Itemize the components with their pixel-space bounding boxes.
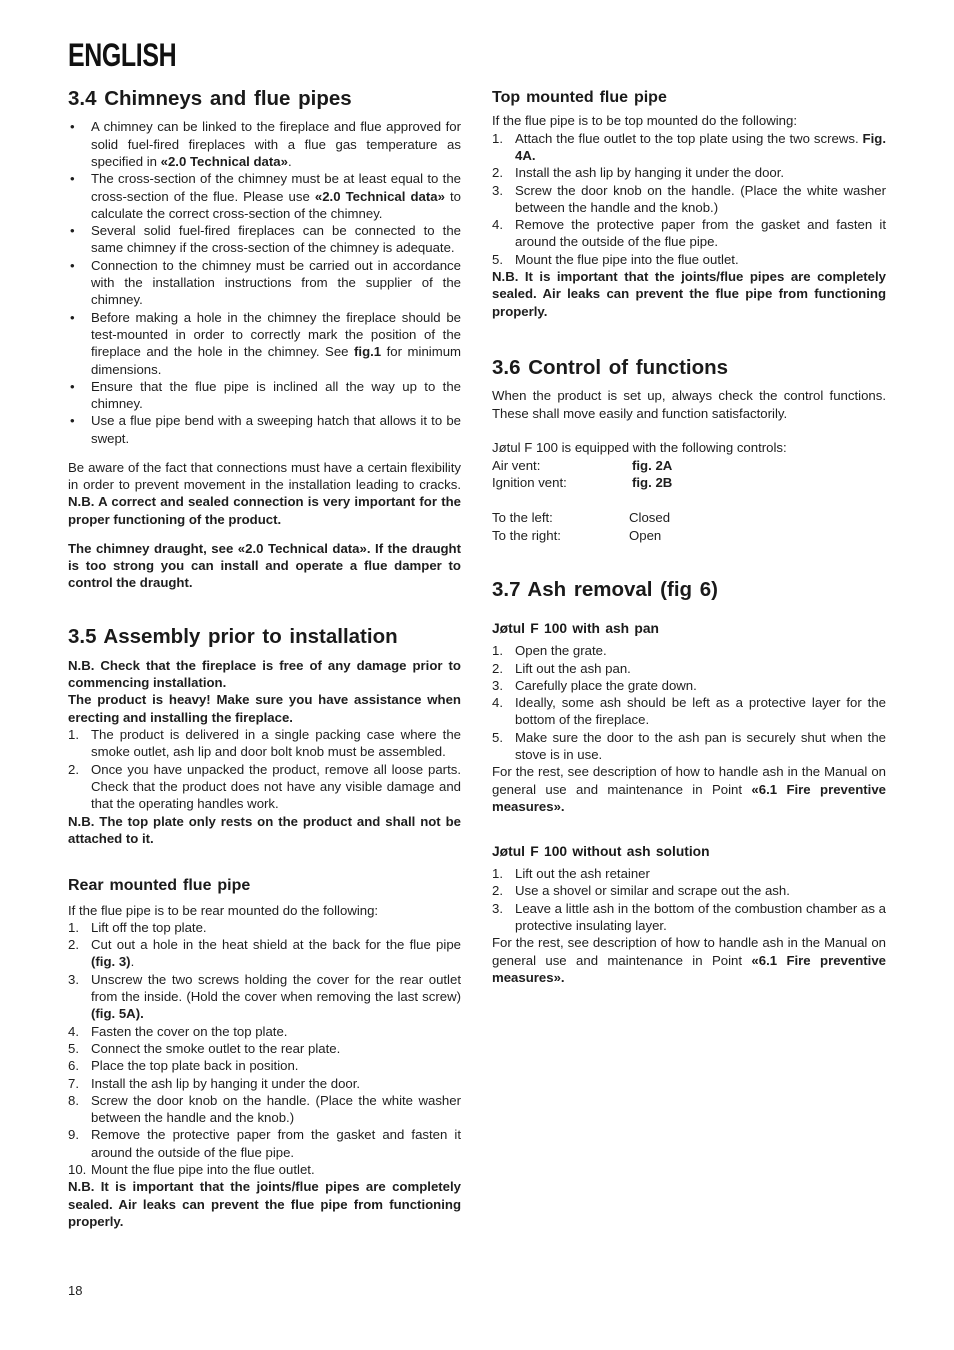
step-item: [492, 660, 886, 677]
rear-seal-note: N.B. It is important that the joints/flue pipes are completely sealed. Air leaks can prevent the flue pipe from functioning properly.: [68, 1179, 461, 1229]
control-row: [492, 457, 886, 474]
text-run: A chimney can be linked to the fireplace and flue approved for solid fuel-fired fireplaces with a flue gas temperature as specified in: [91, 119, 461, 169]
step-item: [68, 919, 461, 936]
step-text: Carefully place the grate down.: [515, 677, 697, 693]
step-item: [492, 882, 886, 899]
text-run: For the rest, see description of how to handle ash in the Manual on general use and maintenance in Point: [492, 935, 886, 968]
list-item-text: [91, 118, 461, 170]
step-item: [68, 936, 461, 971]
list-item-text: Ensure that the flue pipe is inclined all the way up to the chimney.: [91, 378, 461, 412]
with-ash-pan-title: Jøtul F 100 with ash pan: [492, 620, 659, 636]
bold-reference: fig.1: [354, 344, 382, 360]
step-text: [91, 971, 461, 1023]
step-item: [492, 694, 886, 729]
step-item: [492, 251, 886, 268]
step-text: Screw the door knob on the handle. (Place the white washer between the handle and the knob.): [515, 182, 886, 215]
step-item: [492, 164, 886, 181]
step-number: 3.: [492, 900, 503, 916]
text-run: Before making a hole in the chimney the fireplace should be test-mounted in order to correctly mark the position of the fireplace and the hole in the chimney. See: [91, 309, 461, 360]
text-run: Unscrew the two screws holding the cover for the rear outlet from the inside. (Hold the cover when removing the last screw): [91, 971, 461, 1005]
step-item: [492, 216, 886, 251]
bullet-marker: [68, 378, 91, 413]
top-mounted-steps: [492, 130, 886, 268]
step-number: 3.: [68, 971, 79, 987]
step-text: Fasten the cover on the top plate.: [91, 1023, 288, 1039]
left-column: [68, 87, 461, 1230]
step-number: 5.: [492, 729, 503, 745]
step-number: 3.: [492, 182, 503, 198]
bullet-marker: [68, 118, 91, 170]
step-number: 1.: [492, 130, 503, 146]
bold-figure-ref: Fig. 4A.: [515, 130, 886, 163]
step-item: [492, 130, 886, 165]
directions-table: [492, 509, 886, 544]
text-run: to calculate the correct cross-section of the chimney.: [91, 188, 461, 221]
step-number: 2.: [492, 660, 503, 676]
step-text: Remove the protective paper from the gasket and fasten it around the outside of the flue pipe.: [91, 1127, 461, 1160]
bullet-marker: [68, 222, 91, 257]
bold-reference: «6.1 Fire preventive measures».: [492, 781, 886, 814]
control-figure-ref: fig. 2A: [632, 457, 673, 473]
top-mounted-intro: If the flue pipe is to be top mounted do the following:: [492, 113, 797, 129]
step-item: [492, 642, 886, 659]
step-number: 1.: [492, 643, 503, 659]
list-item-text: [91, 170, 461, 222]
page-number: 18: [68, 1283, 83, 1298]
without-ash-pan-reference: [492, 934, 886, 986]
step-item: [68, 761, 461, 813]
step-text: Lift off the top plate.: [91, 919, 207, 935]
text-run: For the rest, see description of how to handle ash in the Manual on general use and maintenance in Point: [492, 764, 886, 797]
without-ash-pan-title: Jøtul F 100 without ash solution: [492, 843, 710, 859]
bold-reference: «2.0 Technical data»: [314, 188, 445, 204]
step-number: 8.: [68, 1092, 79, 1108]
step-number: 5.: [492, 251, 503, 267]
text-run: Be aware of the fact that connections must have a certain flexibility in order to prevent movement in the installation leading to cracks.: [68, 459, 461, 493]
step-item: [68, 726, 461, 761]
step-text: Mount the flue pipe into the flue outlet.: [91, 1161, 315, 1177]
direction-row: [492, 527, 886, 544]
step-number: 4.: [492, 695, 503, 711]
bold-reference: «2.0 Technical data»: [160, 153, 288, 169]
step-text: [515, 130, 886, 165]
step-text: The product is delivered in a single packing case where the smoke outlet, ash lip and door bolt knob must be assembled.: [91, 727, 461, 760]
step-number: 1.: [68, 919, 79, 935]
list-item: [68, 412, 461, 447]
list-item: [68, 257, 461, 309]
step-number: 7.: [68, 1075, 79, 1091]
without-ash-pan-steps: [492, 865, 886, 934]
direction-row: [492, 509, 886, 526]
bold-reference: «6.1 Fire preventive measures».: [492, 952, 886, 985]
list-item: [68, 170, 461, 222]
step-item: [68, 1092, 461, 1127]
step-number: 1.: [492, 866, 503, 882]
bullet-marker: [68, 170, 91, 222]
step-text: Once you have unpacked the product, remove all loose parts. Check that the product does not have any visible damage and that the operating handles work.: [91, 761, 461, 812]
text-run: for minimum dimensions.: [91, 344, 462, 377]
section-3-6-title: 3.6 Control of functions: [492, 355, 729, 379]
step-number: 2.: [68, 761, 79, 777]
step-item: [492, 182, 886, 217]
chimney-requirements-list: [68, 118, 461, 447]
text-run: .: [130, 954, 135, 970]
bold-figure-ref: (fig. 5A).: [91, 1006, 144, 1022]
control-label: Ignition vent:: [492, 474, 567, 490]
list-item: [68, 309, 461, 378]
list-item: [68, 118, 461, 170]
top-plate-note: N.B. The top plate only rests on the product and shall not be attached to it.: [68, 813, 461, 846]
step-number: 2.: [492, 883, 503, 899]
step-item: [68, 1126, 461, 1161]
flexibility-paragraph: [68, 459, 461, 528]
controls-intro: Jøtul F 100 is equipped with the following controls:: [492, 440, 787, 456]
language-heading: ENGLISH: [68, 37, 177, 73]
damage-note: N.B. Check that the fireplace is free of any damage prior to commencing installation.: [68, 657, 461, 691]
text-run: Cut out a hole in the heat shield at the back for the flue pipe: [91, 937, 461, 953]
rear-mounted-steps: [68, 919, 461, 1178]
step-number: 9.: [68, 1127, 79, 1143]
step-item: [492, 729, 886, 764]
step-number: 1.: [68, 727, 79, 743]
list-item-text: Use a flue pipe bend with a sweeping hatch that allows it to be swept.: [91, 413, 461, 446]
step-text: Mount the flue pipe into the flue outlet.: [515, 251, 739, 267]
step-item: [68, 1075, 461, 1092]
step-number: 2.: [68, 937, 79, 953]
step-item: [492, 677, 886, 694]
list-item-text: [91, 309, 461, 378]
step-text: Ideally, some ash should be left as a protective layer for the bottom of the fireplace.: [515, 695, 886, 728]
step-item: [68, 971, 461, 1023]
controls-table: [492, 457, 886, 492]
step-number: 10.: [68, 1161, 87, 1177]
text-run: The cross-section of the chimney must be at least equal to the cross-section of the flue. Please use: [91, 171, 461, 204]
assembly-steps: [68, 726, 461, 812]
right-column: [492, 88, 886, 986]
list-item: [68, 222, 461, 257]
step-number: 4.: [68, 1023, 79, 1039]
list-item-text: Connection to the chimney must be carried out in accordance with the installation instructions from the supplier of the chimney.: [91, 257, 461, 308]
bullet-marker: [68, 257, 91, 309]
direction-state: Closed: [629, 510, 671, 526]
section-3-7-title: 3.7 Ash removal (fig 6): [492, 577, 718, 601]
step-text: Lift out the ash retainer: [515, 866, 650, 882]
control-figure-ref: fig. 2B: [632, 474, 673, 490]
control-label: Air vent:: [492, 457, 541, 473]
step-number: 3.: [492, 677, 503, 693]
step-text: Lift out the ash pan.: [515, 660, 631, 676]
step-item: [492, 900, 886, 935]
heavy-note: The product is heavy! Make sure you have assistance when erecting and installing the fireplace.: [68, 692, 461, 725]
draught-note: The chimney draught, see «2.0 Technical data». If the draught is too strong you can install and operate a flue damper to control the draught.: [68, 540, 461, 591]
direction-label: To the left:: [492, 510, 553, 526]
bullet-marker: [68, 309, 91, 378]
step-number: 4.: [492, 217, 503, 233]
text-run: .: [287, 153, 292, 169]
step-item: [68, 1161, 461, 1178]
step-text: Install the ash lip by hanging it under the door.: [515, 165, 785, 181]
top-mounted-title: Top mounted flue pipe: [492, 89, 667, 106]
text-run: Attach the flue outlet to the top plate using the two screws.: [515, 130, 863, 146]
step-item: [68, 1040, 461, 1057]
step-text: [91, 936, 461, 971]
step-text: Open the grate.: [515, 643, 607, 659]
step-text: Install the ash lip by hanging it under the door.: [91, 1075, 361, 1091]
step-number: 2.: [492, 165, 503, 181]
bold-note: N.B. A correct and sealed connection is very important for the proper functioning of the product.: [68, 494, 461, 527]
step-item: [68, 1023, 461, 1040]
direction-state: Open: [629, 527, 662, 543]
top-seal-note: N.B. It is important that the joints/flue pipes are completely sealed. Air leaks can prevent the flue pipe from functioning properly.: [492, 269, 886, 319]
control-row: [492, 474, 886, 491]
section-3-5-title: 3.5 Assembly prior to installation: [68, 625, 398, 649]
with-ash-pan-reference: [492, 763, 886, 815]
direction-label: To the right:: [492, 527, 561, 543]
list-item-text: Several solid fuel-fired fireplaces can be connected to the same chimney if the cross-section of the chimney is adequate.: [91, 223, 461, 256]
bold-figure-ref: (fig. 3): [91, 954, 131, 970]
bullet-marker: [68, 412, 91, 447]
list-item: [68, 378, 461, 413]
step-item: [68, 1057, 461, 1074]
control-functions-intro: When the product is set up, always check the control functions. These shall move easily and function satisfactorily.: [492, 388, 886, 421]
with-ash-pan-steps: [492, 642, 886, 763]
step-text: Connect the smoke outlet to the rear plate.: [91, 1040, 341, 1056]
rear-mounted-intro: If the flue pipe is to be rear mounted do the following:: [68, 902, 379, 918]
step-number: 6.: [68, 1058, 79, 1074]
step-item: [492, 865, 886, 882]
step-text: Use a shovel or similar and scrape out the ash.: [515, 883, 790, 899]
step-text: Leave a little ash in the bottom of the combustion chamber as a protective insulating layer.: [515, 900, 886, 934]
step-text: Make sure the door to the ash pan is securely shut when the stove is in use.: [515, 729, 886, 762]
step-text: Screw the door knob on the handle. (Place the white washer between the handle and the knob.): [91, 1092, 461, 1126]
rear-mounted-title: Rear mounted flue pipe: [68, 877, 251, 895]
step-number: 5.: [68, 1040, 79, 1056]
step-text: Place the top plate back in position.: [91, 1058, 299, 1074]
step-text: Remove the protective paper from the gasket and fasten it around the outside of the flue pipe.: [515, 217, 886, 250]
section-3-4-title: 3.4 Chimneys and flue pipes: [68, 87, 352, 110]
